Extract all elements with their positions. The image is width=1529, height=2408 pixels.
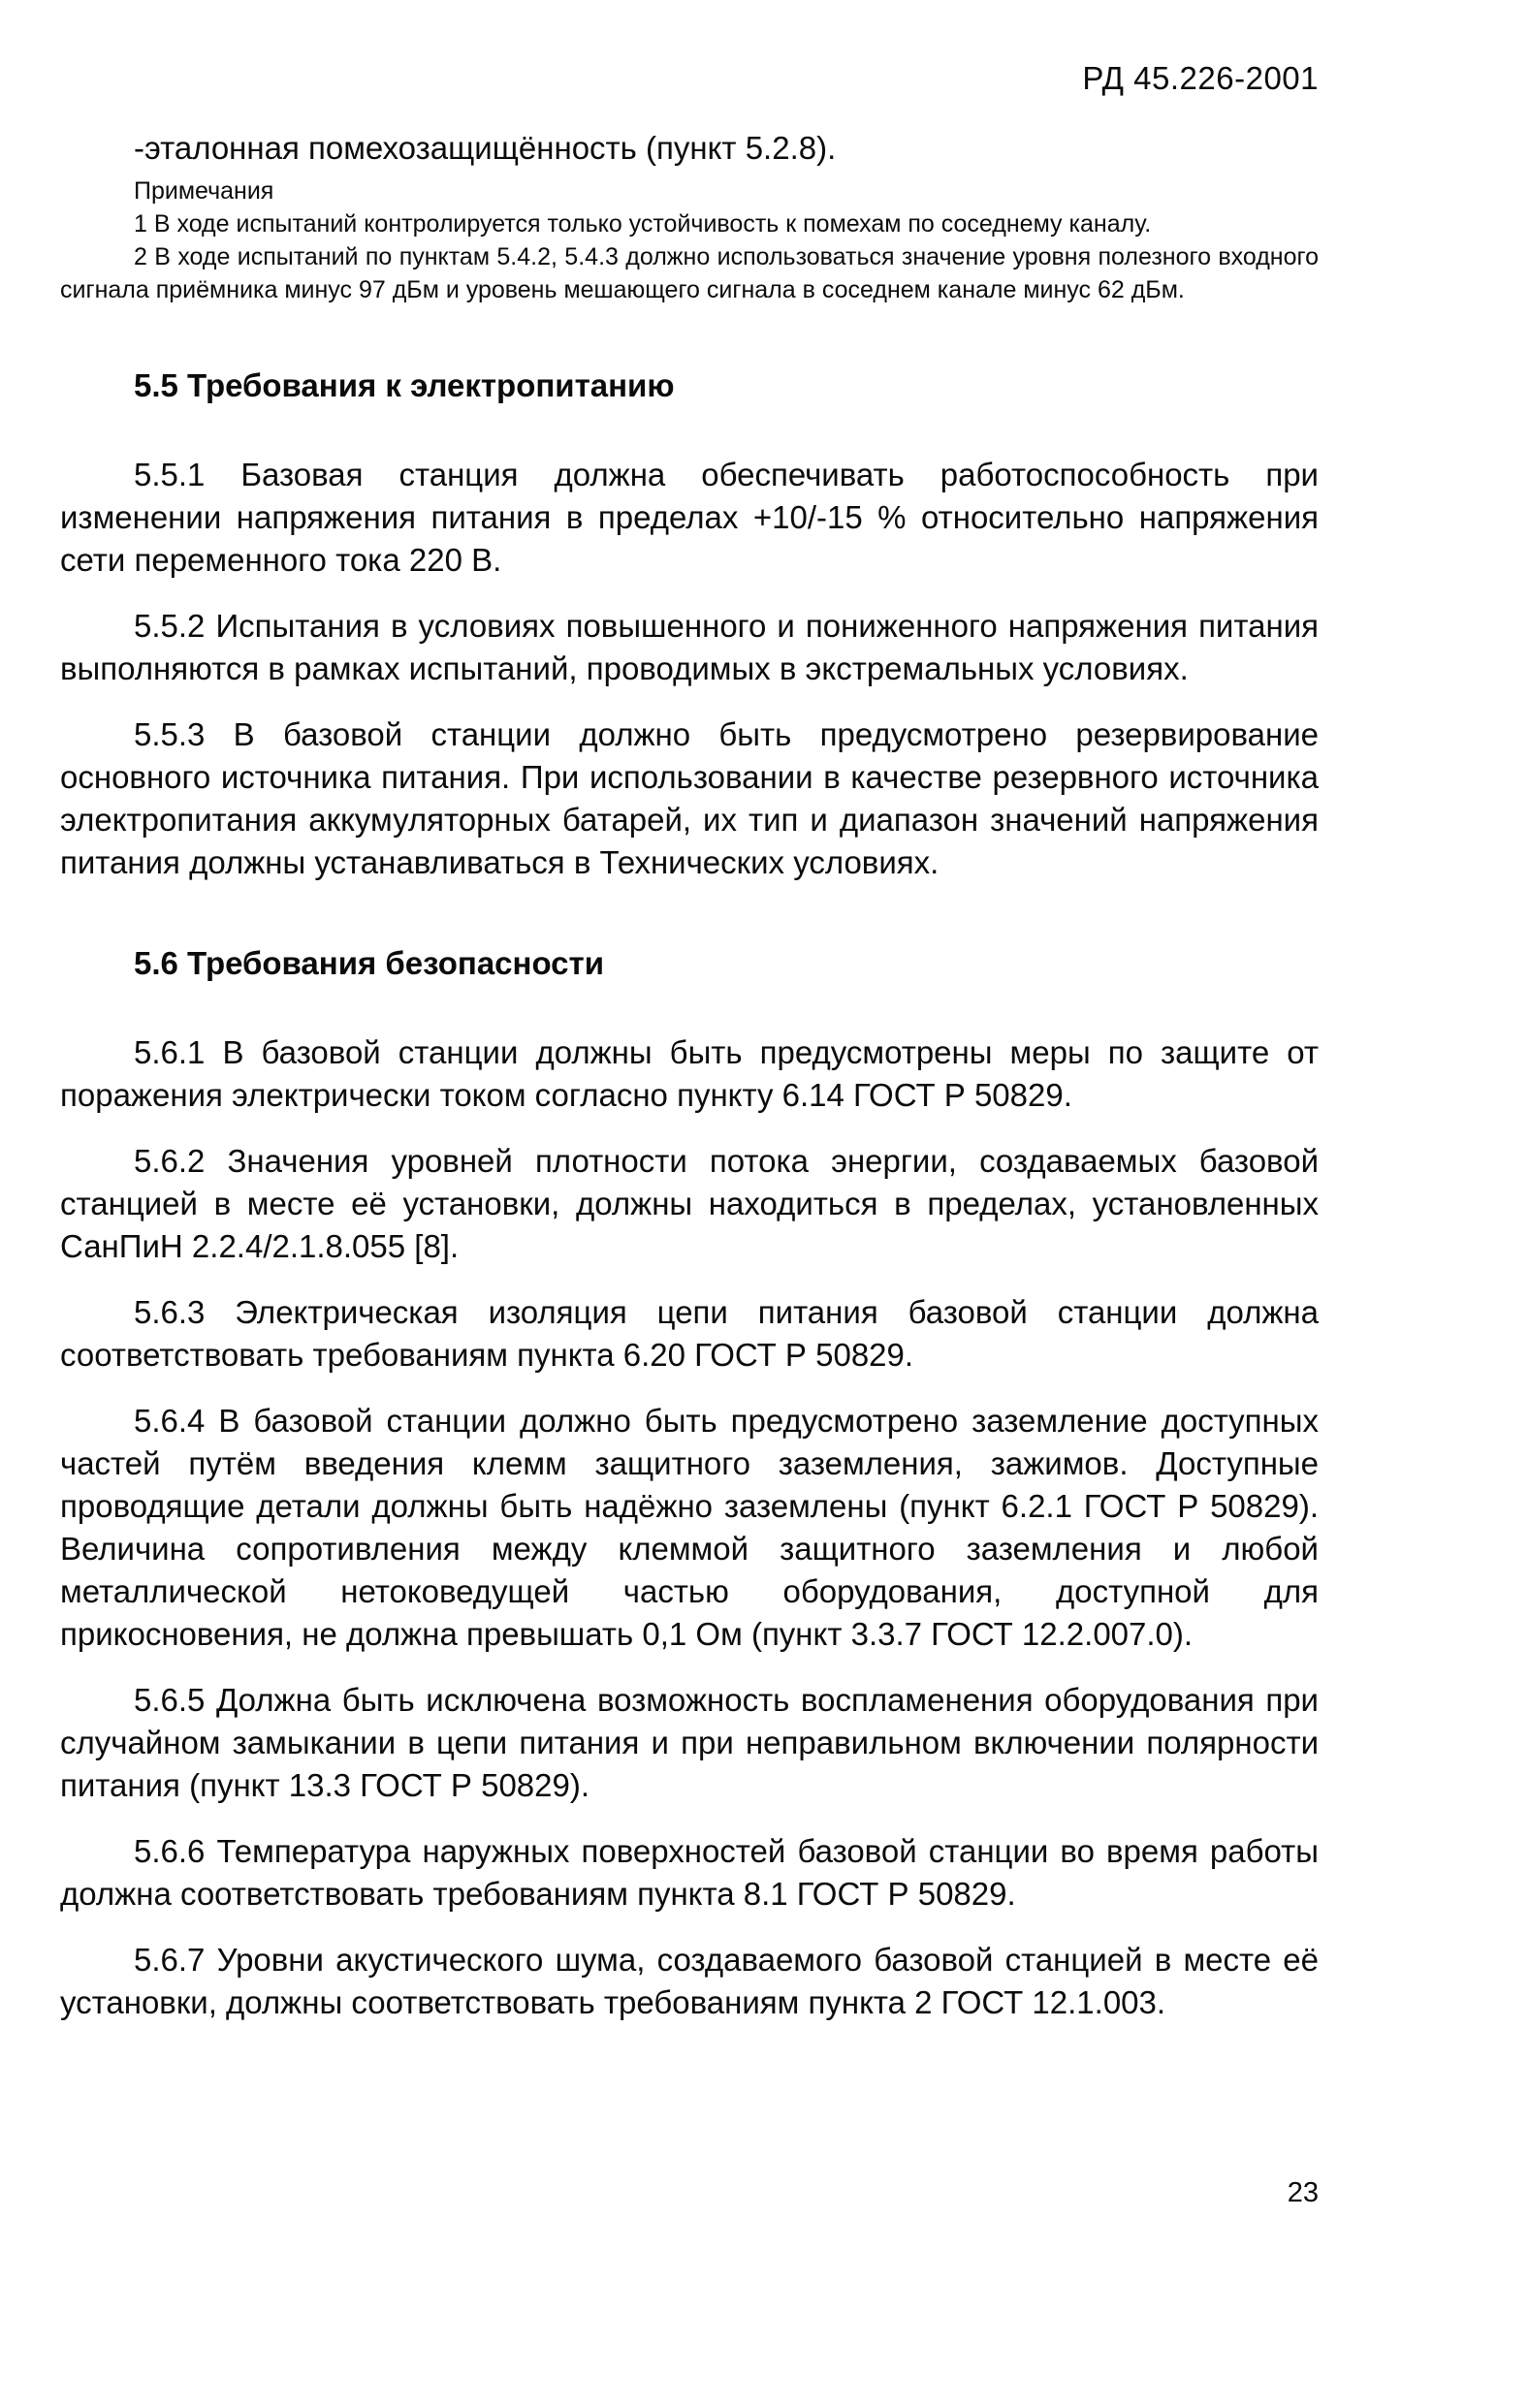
paragraph-5-6-7: 5.6.7 Уровни акустического шума, создаваемого базовой станцией в месте её установки, должны соответствовать требованиям пункта 2 ГОСТ 12.1.003.	[60, 1942, 1319, 2020]
page-content	[60, 126, 1319, 2047]
paragraph-5-6-3: 5.6.3 Электрическая изоляция цепи питания базовой станции должна соответствовать требованиям пункта 6.20 ГОСТ Р 50829.	[60, 1294, 1319, 1373]
paragraph-5-6-2: 5.6.2 Значения уровней плотности потока энергии, создаваемых базовой станцией в месте её установки, должны находиться в пределах, установленных СанПиН 2.2.4/2.1.8.055 [8].	[60, 1143, 1319, 1264]
section-heading-power: 5.5 Требования к электропитанию	[134, 367, 675, 403]
paragraph-5-5-2: 5.5.2 Испытания в условиях повышенного и пониженного напряжения питания выполняются в рамках испытаний, проводимых в экстремальных условиях.	[60, 608, 1319, 686]
paragraph-5-6-1: 5.6.1 В базовой станции должны быть предусмотрены меры по защите от поражения электрически током согласно пункту 6.14 ГОСТ Р 50829.	[60, 1034, 1319, 1113]
intro-line: -эталонная помехозащищённость (пункт 5.2.8).	[134, 130, 837, 166]
note-1: 1 В ходе испытаний контролируется только устойчивость к помехам по соседнему каналу.	[134, 210, 1152, 238]
page-number: 23	[1287, 2177, 1319, 2208]
notes-title: Примечания	[134, 177, 274, 205]
note-2: 2 В ходе испытаний по пунктам 5.4.2, 5.4.3 должно использоваться значение уровня полезного входного сигнала приёмника минус 97 дБм и уровень мешающего сигнала в соседнем канале минус 62 дБм.	[60, 243, 1319, 303]
document-code: РД 45.226-2001	[1082, 60, 1319, 96]
section-heading-safety: 5.6 Требования безопасности	[134, 945, 604, 981]
paragraph-5-6-6: 5.6.6 Температура наружных поверхностей базовой станции во время работы должна соответствовать требованиям пункта 8.1 ГОСТ Р 50829.	[60, 1833, 1319, 1912]
paragraph-5-6-5: 5.6.5 Должна быть исключена возможность воспламенения оборудования при случайном замыкании в цепи питания и при неправильном включении полярности питания (пункт 13.3 ГОСТ Р 50829).	[60, 1682, 1319, 1803]
paragraph-5-6-4: 5.6.4 В базовой станции должно быть предусмотрено заземление доступных частей путём введения клемм защитного заземления, зажимов. Доступные проводящие детали должны быть надёжно заземлены (пункт 6.2.1 ГОСТ Р 50829). Величина сопротивления между клеммой защитного заземления и любой металлической нетоковедущей частью оборудования, доступной для прикосновения, не должна превышать 0,1 Ом (пункт 3.3.7 ГОСТ 12.2.007.0).	[60, 1403, 1319, 1652]
paragraph-5-5-1: 5.5.1 Базовая станция должна обеспечивать работоспособность при изменении напряжения питания в пределах +10/-15 % относительно напряжения сети переменного тока 220 В.	[60, 457, 1319, 578]
paragraph-5-5-3: 5.5.3 В базовой станции должно быть предусмотрено резервирование основного источника питания. При использовании в качестве резервного источника электропитания аккумуляторных батарей, их тип и диапазон значений напряжения питания должны устанавливаться в Технических условиях.	[60, 716, 1319, 880]
